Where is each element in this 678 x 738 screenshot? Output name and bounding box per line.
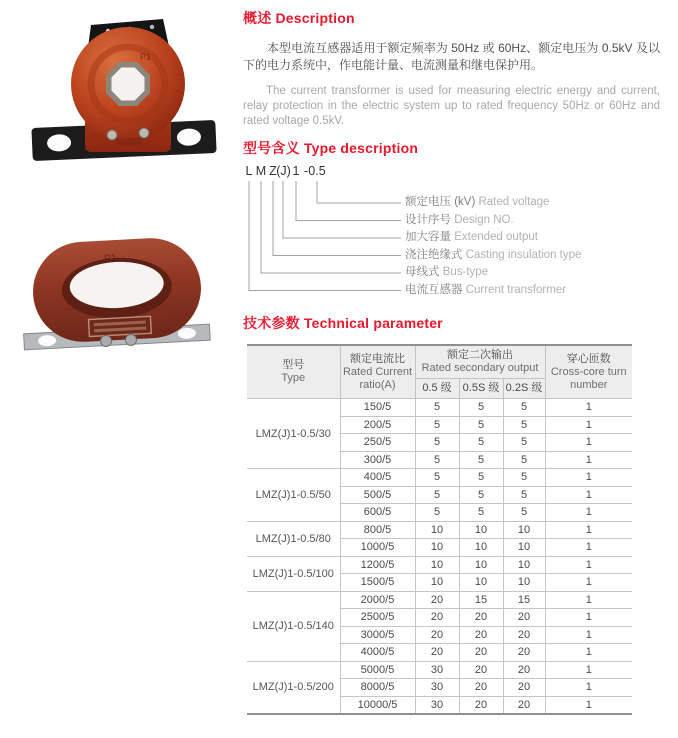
- class-02s-cell: 5: [503, 399, 545, 417]
- class-05-cell: 10: [415, 521, 459, 539]
- type-code-labels: [405, 194, 660, 299]
- col-ratio-en2: ratio(A): [359, 378, 396, 391]
- turns-cell: 1: [545, 504, 632, 522]
- code-token-05: 0.5: [308, 164, 326, 178]
- class-05-cell: 20: [415, 644, 459, 662]
- class-05-cell: 10: [415, 539, 459, 557]
- class-05-cell: 5: [415, 504, 459, 522]
- turns-cell: 1: [545, 661, 632, 679]
- code-token-dash: -: [303, 164, 309, 178]
- class-05-cell: 30: [415, 661, 459, 679]
- class-05s-cell: 10: [459, 539, 503, 557]
- class-05-cell: 5: [415, 416, 459, 434]
- product-photo-oval-transformer: [18, 228, 216, 365]
- turns-cell: 1: [545, 609, 632, 627]
- label-extended-output: 加大容量 Extended output: [405, 231, 538, 243]
- core-hole: [112, 68, 145, 101]
- code-token-J: (J): [276, 164, 291, 178]
- col-turns-zh: 穿心匝数: [566, 352, 611, 365]
- table-row: [247, 521, 632, 539]
- turns-cell: 1: [545, 591, 632, 609]
- col-header-class-05s: 0.5S 级: [459, 379, 503, 399]
- bracket-screw-left: [101, 336, 112, 347]
- ratio-cell: 2500/5: [340, 609, 415, 627]
- table-header: [247, 345, 632, 399]
- class-05-cell: 5: [415, 486, 459, 504]
- class-05-cell: 20: [415, 626, 459, 644]
- class-02s-cell: 20: [503, 626, 545, 644]
- name-plate: [89, 316, 152, 336]
- ratio-cell: 300/5: [340, 451, 415, 469]
- class-02s-cell: 20: [503, 696, 545, 714]
- table-row: [247, 469, 632, 487]
- class-02s-cell: 10: [503, 539, 545, 557]
- turns-cell: 1: [545, 644, 632, 662]
- class-05s-cell: 10: [459, 574, 503, 592]
- molded-label: [116, 138, 142, 145]
- product-photo-ring-transformer: [28, 18, 220, 173]
- label-casting-insulation: 浇注绝缘式 Casting insulation type: [405, 248, 582, 261]
- col-header-ratio: [340, 345, 415, 399]
- label-rated-voltage: 额定电压 (kV) Rated voltage: [405, 196, 550, 208]
- class-02s-cell: 15: [503, 591, 545, 609]
- class-02s-cell: 20: [503, 679, 545, 697]
- ratio-cell: 1000/5: [340, 539, 415, 557]
- class-05s-cell: 5: [459, 469, 503, 487]
- transformer-body: [30, 236, 203, 345]
- label-design-no: 设计序号 Design NO.: [405, 213, 514, 226]
- turns-cell: 1: [545, 626, 632, 644]
- p1-marking: P1: [104, 252, 117, 265]
- model-code: [243, 164, 423, 180]
- overview-heading: 概述 Description: [243, 10, 355, 26]
- code-token-Z: Z: [269, 164, 277, 178]
- col-ratio-zh: 额定电流比: [350, 352, 405, 365]
- class-05-cell: 20: [415, 609, 459, 627]
- class-02s-cell: 20: [503, 661, 545, 679]
- ratio-cell: 8000/5: [340, 679, 415, 697]
- foot-screw-left: [107, 130, 117, 140]
- class-05-cell: 30: [415, 696, 459, 714]
- code-token-L: L: [245, 164, 253, 178]
- class-05s-cell: 20: [459, 661, 503, 679]
- type-code-connector-lines: [243, 181, 413, 294]
- col-type-zh: 型号: [282, 359, 305, 371]
- turns-cell: 1: [545, 574, 632, 592]
- type-cell: LMZ(J)1-0.5/80: [247, 521, 340, 556]
- class-05-cell: 20: [415, 591, 459, 609]
- class-02s-cell: 5: [503, 486, 545, 504]
- label-bus-type: 母线式 Bus-type: [405, 266, 489, 278]
- col-header-class-05: 0.5 级: [415, 379, 459, 399]
- table-row: [247, 556, 632, 574]
- class-05-cell: 5: [415, 434, 459, 452]
- class-02s-cell: 20: [503, 609, 545, 627]
- turns-cell: 1: [545, 696, 632, 714]
- ratio-cell: 5000/5: [340, 661, 415, 679]
- label-current-transformer: 电流互感器 Current transformer: [405, 283, 567, 296]
- class-05-cell: 30: [415, 679, 459, 697]
- ratio-cell: 2000/5: [340, 591, 415, 609]
- col-header-type: [247, 345, 340, 399]
- table-row: [247, 591, 632, 609]
- class-05s-cell: 10: [459, 521, 503, 539]
- class-05-cell: 5: [415, 469, 459, 487]
- code-token-M: M: [255, 164, 267, 178]
- type-cell: LMZ(J)1-0.5/50: [247, 469, 340, 522]
- class-02s-cell: 20: [503, 644, 545, 662]
- class-02s-cell: 10: [503, 574, 545, 592]
- table-body: [247, 399, 632, 715]
- p1-marking: P1: [140, 52, 152, 62]
- ring-transformer-illustration: [28, 18, 220, 168]
- class-02s-cell: 5: [503, 416, 545, 434]
- ratio-cell: 800/5: [340, 521, 415, 539]
- oval-transformer-illustration: [18, 228, 216, 360]
- class-02s-cell: 10: [503, 521, 545, 539]
- ratio-cell: 600/5: [340, 504, 415, 522]
- foot-screw-right: [139, 128, 149, 138]
- class-05s-cell: 20: [459, 609, 503, 627]
- ratio-cell: 10000/5: [340, 696, 415, 714]
- class-02s-cell: 5: [503, 469, 545, 487]
- col-turns-en1: Cross-core turn: [550, 365, 627, 378]
- class-05s-cell: 5: [459, 434, 503, 452]
- overview-paragraph-en: The current transformer is used for measuring electric energy and current, relay protection in the electric system up to rated frequency 50Hz or 60Hz and rated voltage 0.5kV.: [243, 85, 660, 127]
- type-cell: LMZ(J)1-0.5/140: [247, 591, 340, 661]
- content-column: [243, 0, 660, 738]
- ratio-cell: 200/5: [340, 416, 415, 434]
- turns-cell: 1: [545, 469, 632, 487]
- col-type-en: Type: [281, 372, 306, 384]
- ratio-cell: 250/5: [340, 434, 415, 452]
- technical-parameter-heading: 技术参数 Technical parameter: [243, 315, 443, 331]
- table-row: [247, 399, 632, 417]
- overview-paragraph-zh: 本型电流互感器适用于额定频率为 50Hz 或 60Hz、额定电压为 0.5kV 及以下的电力系统中，作电能计量、电流测量和继电保护用。: [243, 41, 660, 72]
- class-05s-cell: 20: [459, 696, 503, 714]
- turns-cell: 1: [545, 556, 632, 574]
- turns-cell: 1: [545, 521, 632, 539]
- turns-cell: 1: [545, 399, 632, 417]
- class-05s-cell: 5: [459, 451, 503, 469]
- turns-cell: 1: [545, 451, 632, 469]
- ratio-cell: 500/5: [340, 486, 415, 504]
- ratio-cell: 4000/5: [340, 644, 415, 662]
- ratio-cell: 1500/5: [340, 574, 415, 592]
- ratio-cell: 3000/5: [340, 626, 415, 644]
- code-token-1: 1: [292, 164, 300, 178]
- col-header-turns: [545, 345, 632, 399]
- type-cell: LMZ(J)1-0.5/200: [247, 661, 340, 714]
- ratio-cell: 150/5: [340, 399, 415, 417]
- col-secondary-zh: 额定二次输出: [447, 349, 513, 361]
- turns-cell: 1: [545, 679, 632, 697]
- col-header-secondary-output: [415, 345, 545, 379]
- class-05-cell: 5: [415, 451, 459, 469]
- col-secondary-en: Rated secondary output: [421, 362, 539, 374]
- class-05s-cell: 20: [459, 644, 503, 662]
- class-05s-cell: 5: [459, 504, 503, 522]
- col-header-class-02s: 0.2S 级: [503, 379, 545, 399]
- table-row: [247, 661, 632, 679]
- class-05-cell: 5: [415, 399, 459, 417]
- turns-cell: 1: [545, 434, 632, 452]
- class-02s-cell: 5: [503, 504, 545, 522]
- class-02s-cell: 10: [503, 556, 545, 574]
- class-05s-cell: 20: [459, 626, 503, 644]
- turns-cell: 1: [545, 539, 632, 557]
- class-05s-cell: 10: [459, 556, 503, 574]
- class-05s-cell: 5: [459, 399, 503, 417]
- col-turns-en2: number: [570, 378, 608, 391]
- type-cell: LMZ(J)1-0.5/100: [247, 556, 340, 591]
- ratio-cell: 1200/5: [340, 556, 415, 574]
- class-05-cell: 10: [415, 574, 459, 592]
- ratio-cell: 400/5: [340, 469, 415, 487]
- technical-parameter-table: [247, 344, 632, 715]
- bracket-screw-right: [126, 335, 137, 346]
- class-05-cell: 10: [415, 556, 459, 574]
- class-05s-cell: 5: [459, 486, 503, 504]
- turns-cell: 1: [545, 416, 632, 434]
- class-05s-cell: 5: [459, 416, 503, 434]
- col-ratio-en1: Rated Current: [342, 365, 413, 378]
- type-description-heading: 型号含义 Type description: [243, 140, 419, 156]
- type-cell: LMZ(J)1-0.5/30: [247, 399, 340, 469]
- class-02s-cell: 5: [503, 451, 545, 469]
- class-05s-cell: 20: [459, 679, 503, 697]
- class-05s-cell: 15: [459, 591, 503, 609]
- class-02s-cell: 5: [503, 434, 545, 452]
- turns-cell: 1: [545, 486, 632, 504]
